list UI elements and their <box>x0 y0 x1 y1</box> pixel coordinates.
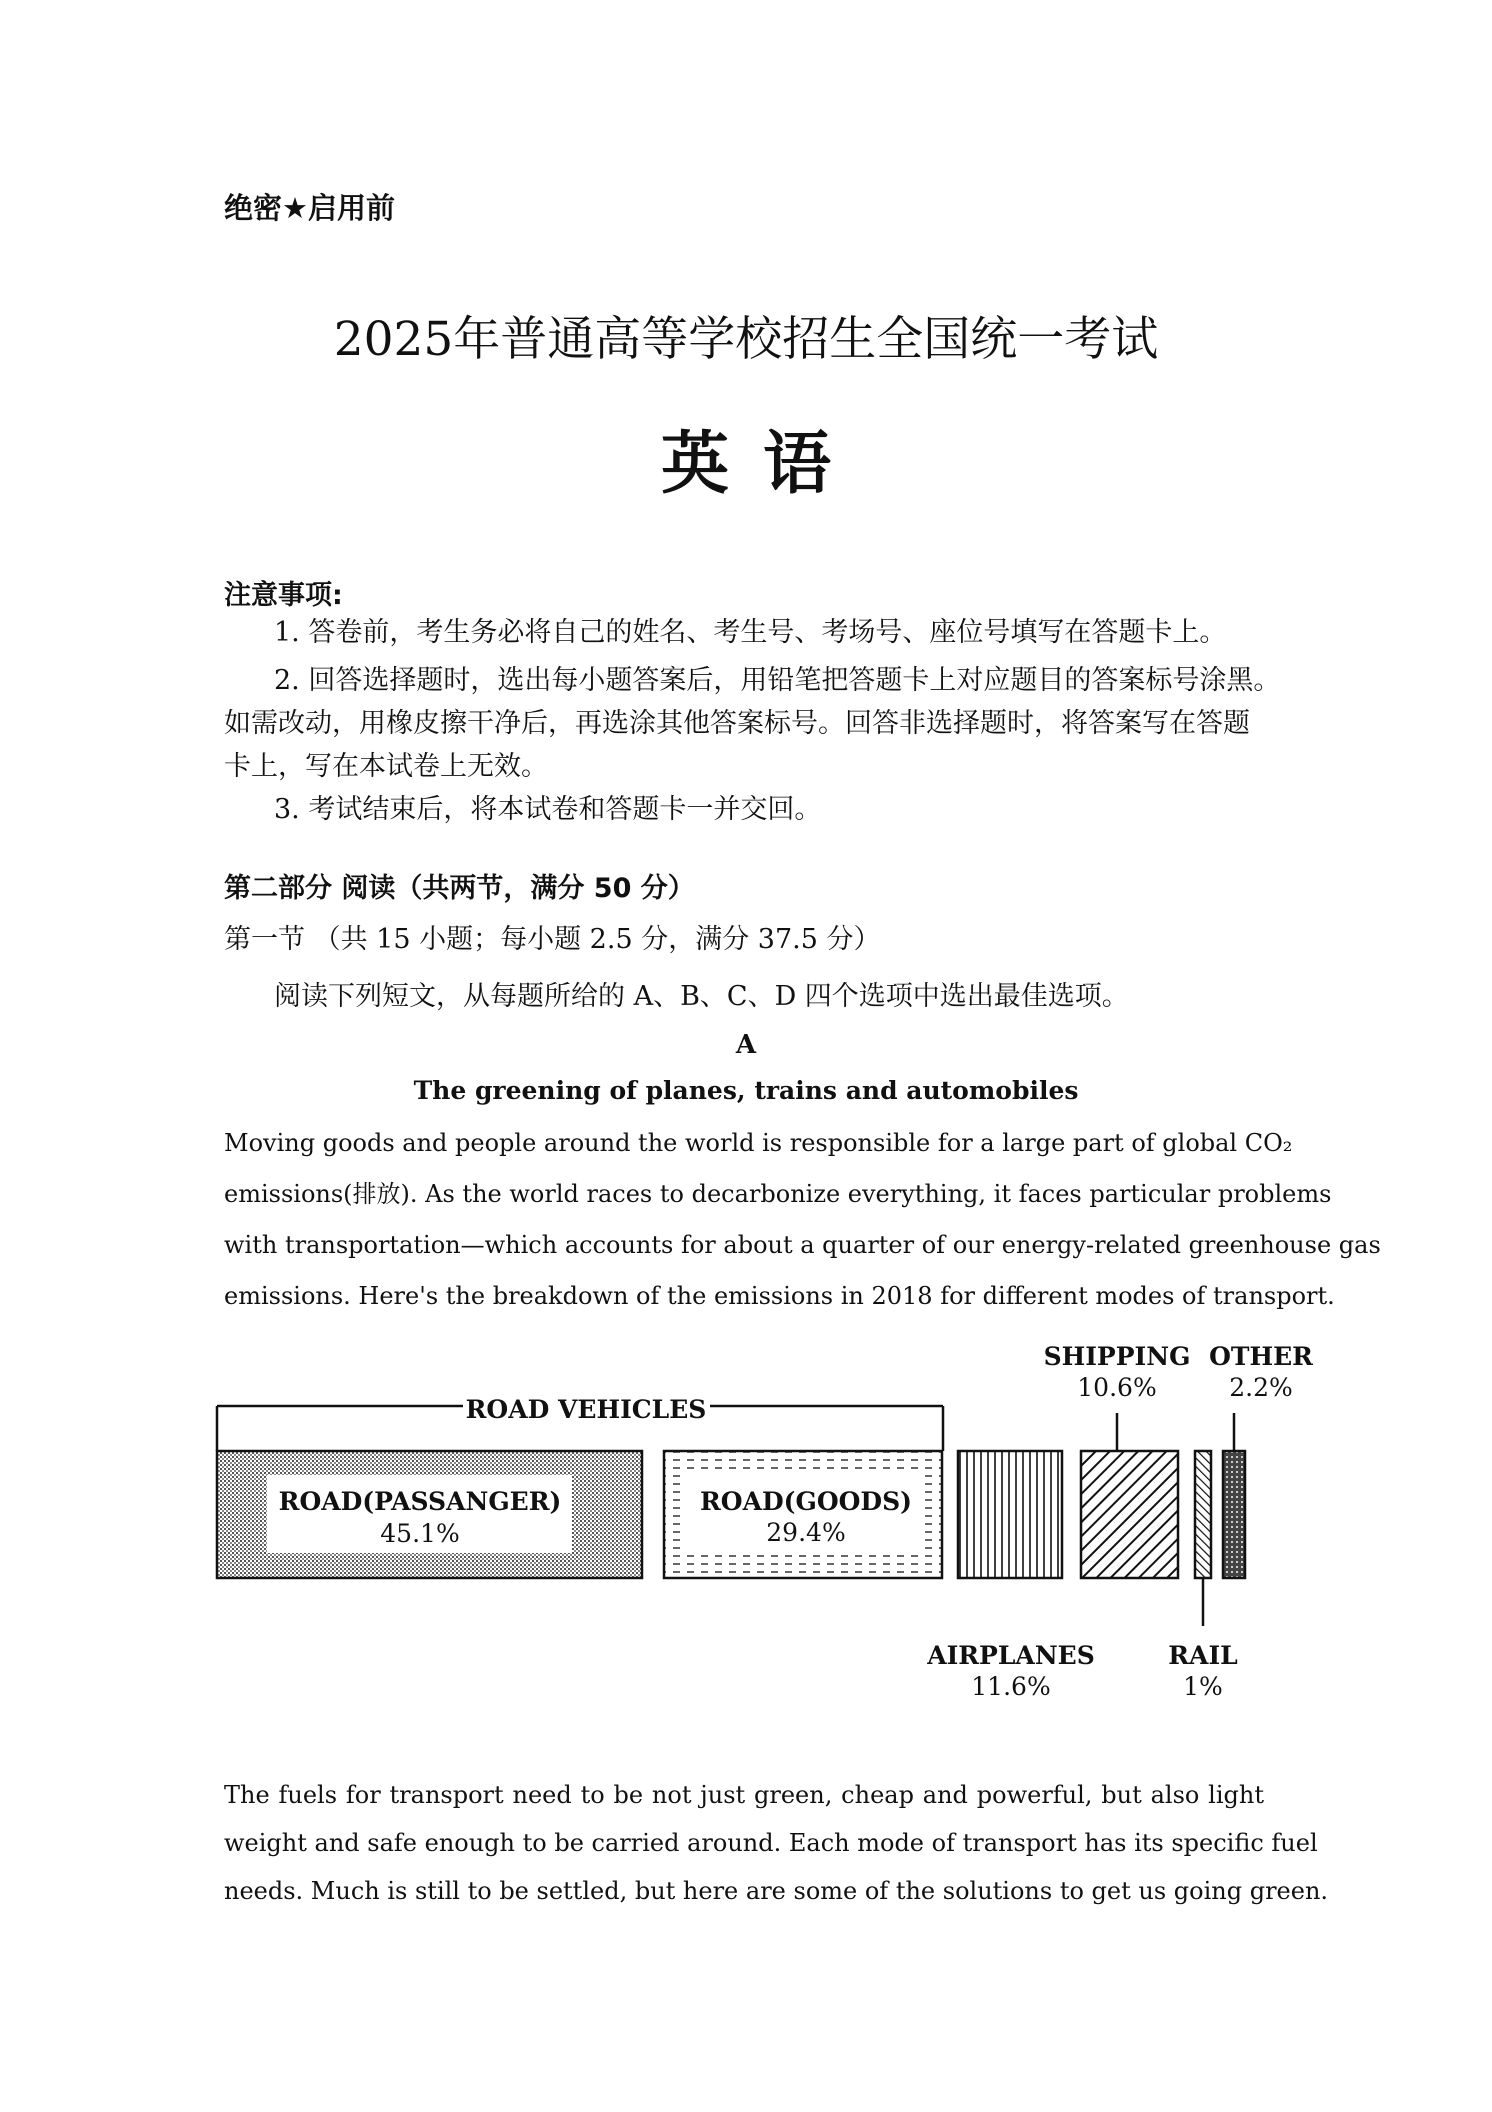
section-instruction: 阅读下列短文，从每题所给的 A、B、C、D 四个选项中选出最佳选项。 <box>274 981 1129 1012</box>
paragraph-1-line-4: emissions. Here's the breakdown of the emissions in 2018 for different modes of transport. <box>224 1282 1335 1310</box>
value-rail: 1% <box>1183 1672 1223 1701</box>
label-rail: RAIL <box>1168 1641 1238 1670</box>
note-item-3: 3. 考试结束后，将本试卷和答题卡一并交回。 <box>274 794 822 825</box>
note-item-2: 2. 回答选择题时，选出每小题答案后，用铅笔把答题卡上对应题目的答案标号涂黑。 <box>274 665 1281 696</box>
value-airplanes: 11.6% <box>971 1672 1051 1701</box>
bar-airplanes <box>958 1451 1062 1578</box>
label-other: OTHER <box>1209 1342 1313 1371</box>
exam-title: 2025年普通高等学校招生全国统一考试 <box>333 312 1159 367</box>
paragraph-1-line-1: Moving goods and people around the world is responsible for a large part of global CO₂ <box>224 1129 1293 1157</box>
bar-label-road-goods: ROAD(GOODS) <box>700 1487 912 1516</box>
note-item-2-end: 卡上，写在本试卷上无效。 <box>224 751 548 782</box>
note-item-1: 1. 答卷前，考生务必将自己的姓名、考生号、考场号、座位号填写在答题卡上。 <box>274 617 1227 648</box>
passage-title: The greening of planes, trains and automobiles <box>413 1076 1079 1105</box>
confidential-mark: 绝密★启用前 <box>224 191 395 225</box>
bar-rail <box>1195 1451 1211 1626</box>
bar-other <box>1223 1413 1245 1578</box>
paragraph-1-line-2: emissions(排放). As the world races to decarbonize everything, it faces particular problems <box>224 1180 1332 1208</box>
value-other: 2.2% <box>1229 1373 1293 1402</box>
bar-road-passenger <box>217 1451 642 1578</box>
label-airplanes: AIRPLANES <box>927 1641 1095 1670</box>
section-heading: 第一节 （共 15 小题；每小题 2.5 分，满分 37.5 分） <box>224 924 881 955</box>
paragraph-2-line-3: needs. Much is still to be settled, but here are some of the solutions to get us going green. <box>224 1877 1329 1905</box>
note-item-2-cont: 如需改动，用橡皮擦干净后，再选涂其他答案标号。回答非选择题时，将答案写在答题 <box>224 708 1250 739</box>
road-vehicles-label: ROAD VEHICLES <box>465 1395 707 1424</box>
bar-value-road-passenger: 45.1% <box>380 1519 460 1548</box>
subject-title: 英语 <box>660 425 865 504</box>
bar-road-goods <box>664 1451 942 1578</box>
bar-label-road-passenger: ROAD(PASSANGER) <box>278 1487 562 1516</box>
label-shipping: SHIPPING <box>1043 1342 1191 1371</box>
value-shipping: 10.6% <box>1077 1373 1157 1402</box>
paragraph-2-line-1: The fuels for transport need to be not just green, cheap and powerful, but also light <box>224 1781 1264 1809</box>
passage-letter: A <box>735 1030 757 1060</box>
bar-value-road-goods: 29.4% <box>766 1518 846 1547</box>
paragraph-2-line-2: weight and safe enough to be carried around. Each mode of transport has its specific fuel <box>224 1829 1318 1857</box>
part-heading: 第二部分 阅读（共两节，满分 50 分） <box>224 873 695 904</box>
notes-heading: 注意事项: <box>224 580 343 611</box>
road-vehicles-bracket <box>217 1395 943 1451</box>
paragraph-1-line-3: with transportation—which accounts for about a quarter of our energy-related greenhouse gas <box>224 1231 1381 1259</box>
bar-shipping <box>1081 1413 1178 1578</box>
